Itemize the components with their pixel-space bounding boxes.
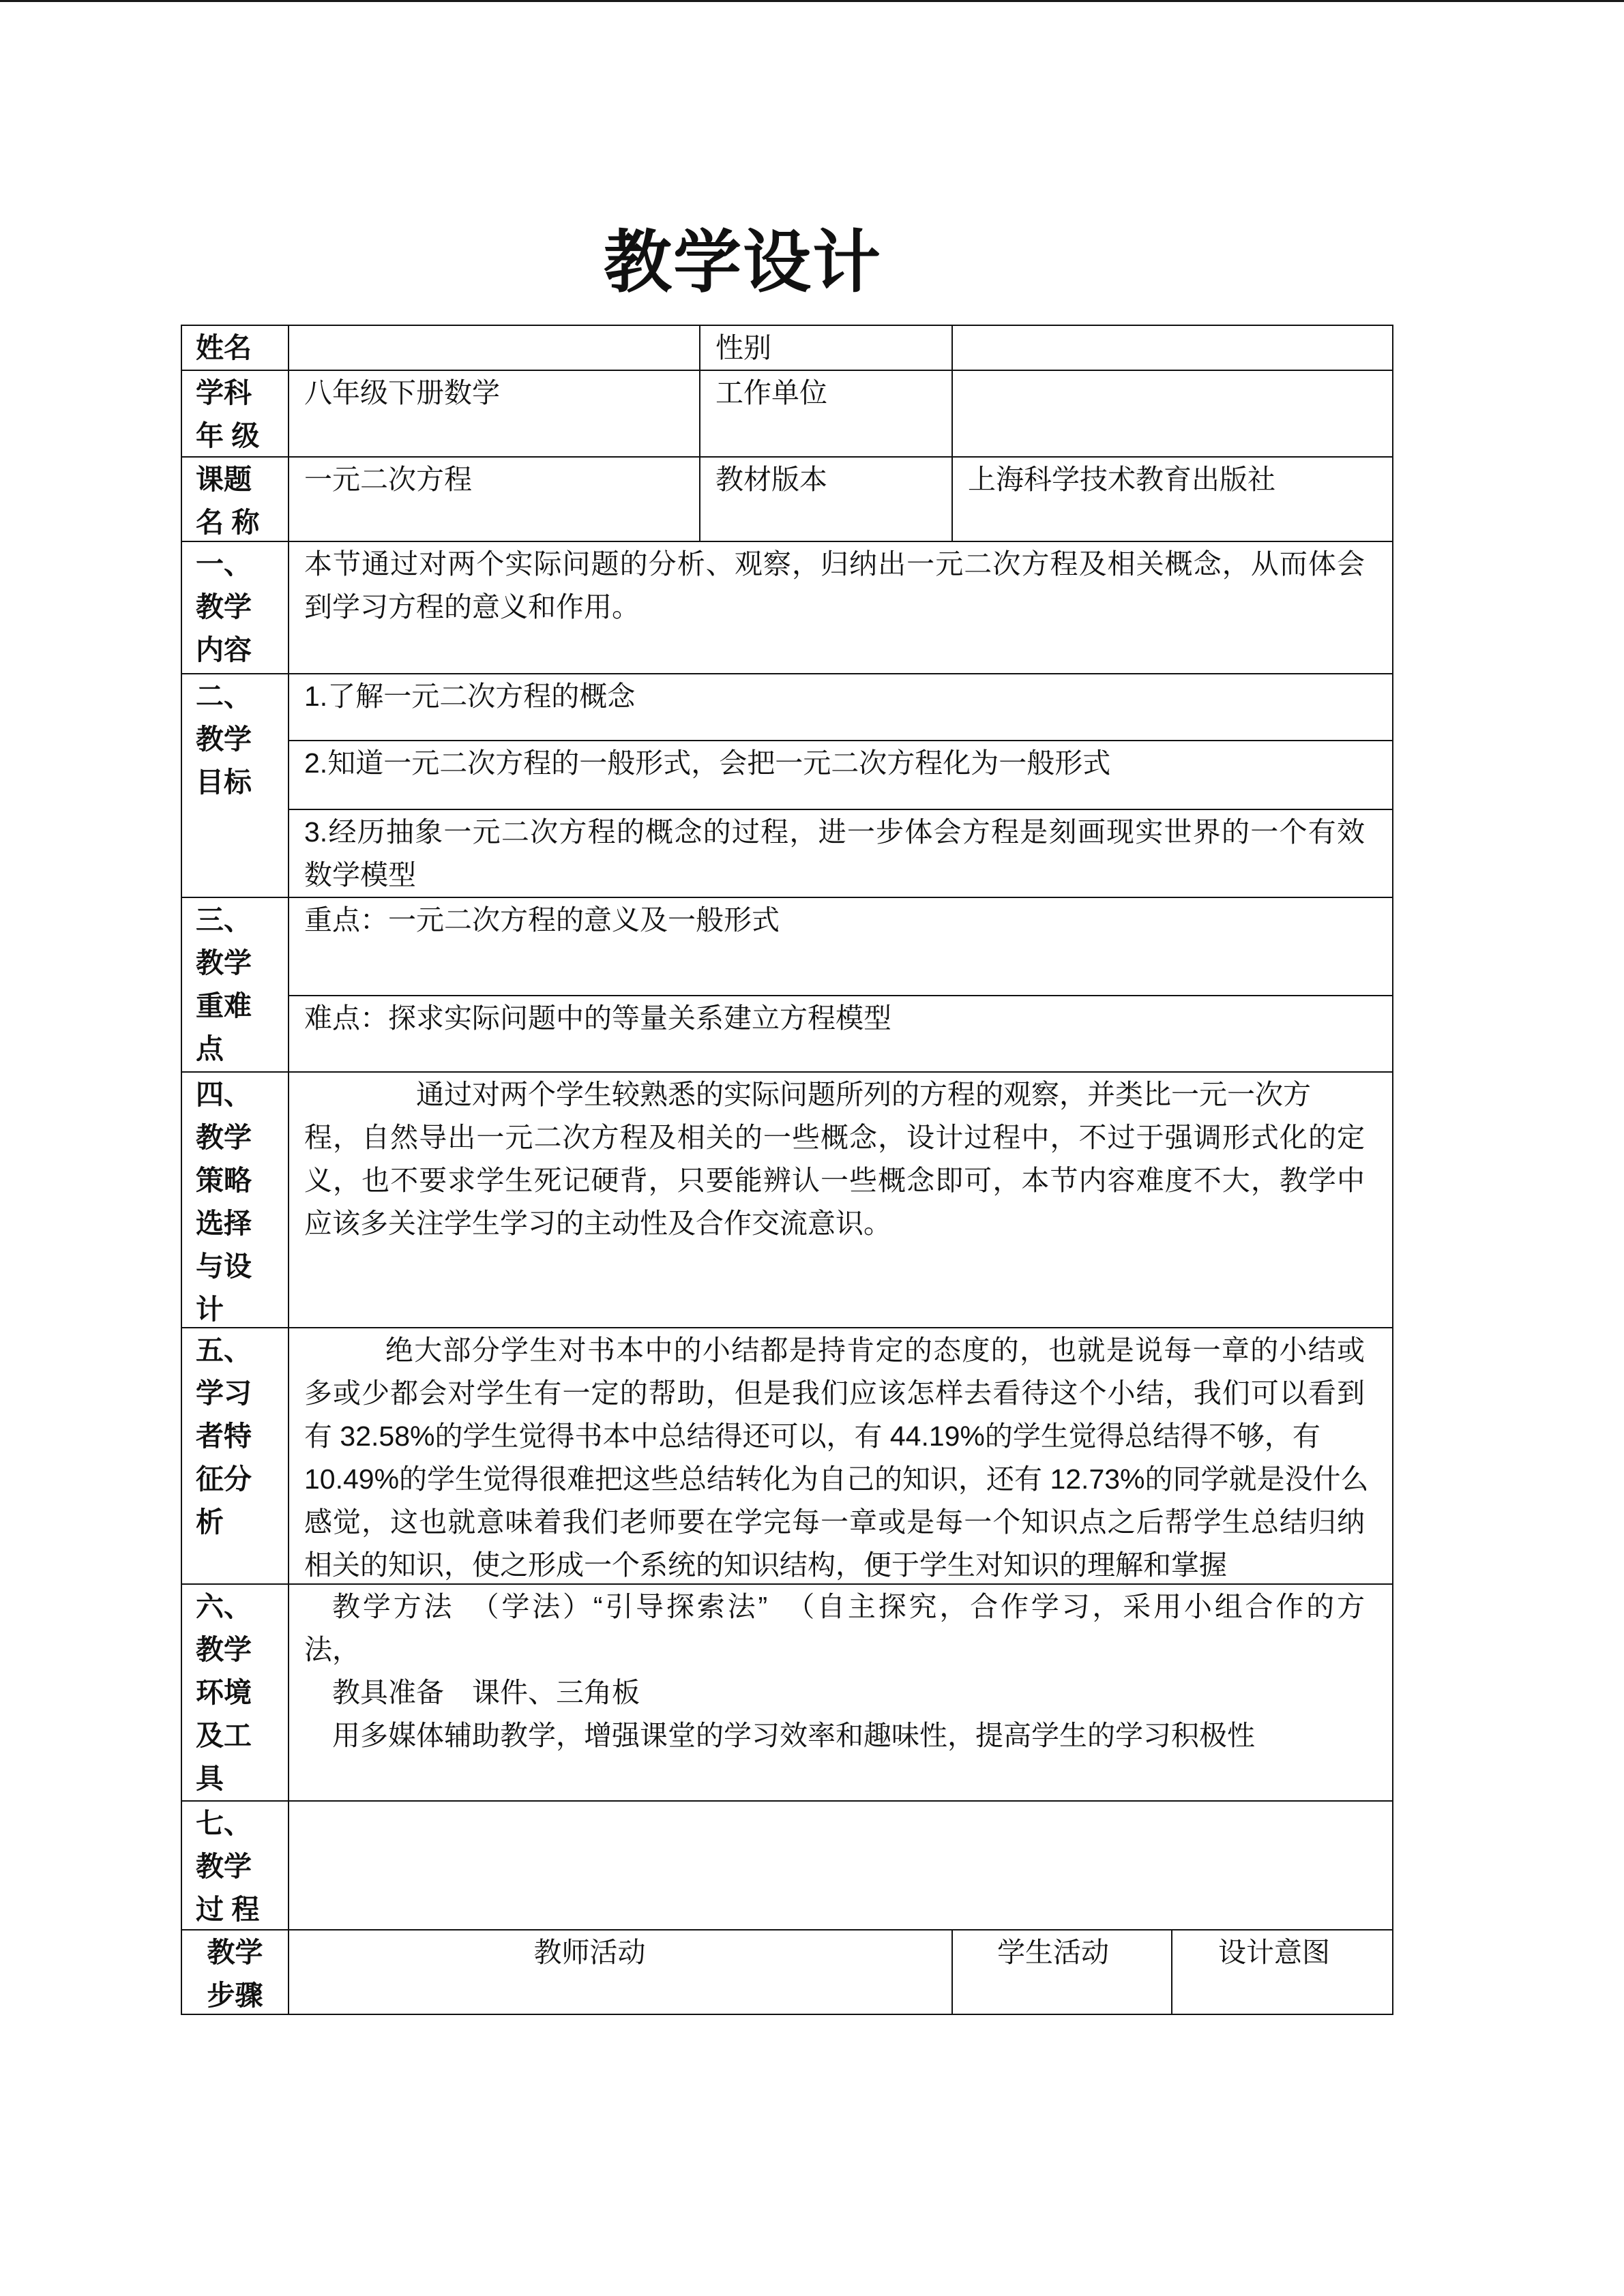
topic-value-cell (288, 456, 700, 542)
work-unit-label-cell (699, 370, 953, 458)
topic-value: 一元二次方程 (304, 464, 472, 495)
key-point-text: 重点：一元二次方程的意义及一般形式 (304, 904, 780, 936)
section-label-line: 内容 (196, 634, 252, 666)
section-label-line: 析 (196, 1506, 224, 1538)
topic-label-line: 课题 (196, 464, 252, 495)
section-label-line: 重难 (196, 990, 252, 1022)
section-label-line: 者特 (196, 1420, 252, 1452)
topic-label-line: 名 称 (196, 507, 260, 538)
section-label-line: 教学 (196, 1851, 252, 1882)
textbook-value-cell (951, 456, 1393, 542)
strategy-text-cell (288, 1071, 1393, 1328)
section-label-line: 教学 (196, 1122, 252, 1153)
content-text-cell (288, 541, 1393, 674)
section-label-line: 过 程 (196, 1894, 260, 1925)
objective-item-text: 3.经历抽象一元二次方程的概念的过程，进一步体会方程是刻画现实世界的一个有效 (304, 816, 1365, 848)
subject-grade-value-cell (288, 370, 700, 458)
textbook-value: 上海科学技术教育出版社 (968, 464, 1275, 495)
learner-analysis-text-line: 10.49%的学生觉得很难把这些总结转化为自己的知识，还有 12.73%的同学就是没什么 (304, 1463, 1369, 1495)
objective-item-cell (288, 809, 1393, 898)
difficult-point-text: 难点：探求实际问题中的等量关系建立方程模型 (304, 1002, 891, 1034)
subject-grade-label-line: 学科 (196, 377, 252, 408)
content-text-line: 本节通过对两个实际问题的分析、观察，归纳出一元二次方程及相关概念，从而体会 (304, 548, 1365, 580)
name-value-cell (288, 325, 700, 371)
section-label-line: 环境 (196, 1677, 252, 1708)
student-activity-header (951, 1929, 1172, 2015)
section-label-line: 选择 (196, 1208, 252, 1239)
section-label-line: 具 (196, 1763, 224, 1794)
strategy-text-line: 程，自然导出一元二次方程及相关的一些概念，设计过程中，不过于强调形式化的定 (304, 1122, 1365, 1153)
section-label-line: 教学 (196, 724, 252, 755)
learner-analysis-text-line: 有 32.58%的学生觉得书本中总结得还可以，有 44.19%的学生觉得总结得不够，有 (304, 1420, 1320, 1452)
subject-grade-value: 八年级下册数学 (304, 377, 500, 408)
section-label-line: 计 (196, 1294, 224, 1325)
teacher-activity-header (288, 1929, 953, 2015)
learner-analysis-text-line: 感觉，这也就意味着我们老师要在学完每一章或是每一个知识点之后帮学生总结归纳 (304, 1506, 1365, 1538)
process-text-cell (288, 1800, 1393, 1930)
subject-grade-label-line: 年 级 (196, 420, 260, 451)
learner-analysis-text-line: 多或少都会对学生有一定的帮助，但是我们应该怎样去看待这个小结，我们可以看到 (304, 1377, 1365, 1409)
section-label-line: 二、 (196, 681, 252, 712)
objective-item-cell (288, 673, 1393, 741)
environment-text-line: 法， (304, 1634, 360, 1665)
difficult-point-cell (288, 995, 1393, 1073)
design-intent-header (1171, 1929, 1393, 2015)
environment-text-line: 用多媒体辅助教学，增强课堂的学习效率和趣味性，提高学生的学习积极性 (332, 1720, 1255, 1751)
learner-analysis-text-cell (288, 1327, 1393, 1585)
strategy-text-line: 应该多关注学生学习的主动性及合作交流意识。 (304, 1208, 891, 1239)
name-label-cell (181, 325, 289, 371)
learner-analysis-text-line: 相关的知识，使之形成一个系统的知识结构，便于学生对知识的理解和掌握 (304, 1549, 1227, 1581)
section-label-line: 点 (196, 1033, 224, 1064)
topic-label-cell (181, 456, 289, 542)
environment-text-line: 教具准备 课件、三角板 (332, 1677, 640, 1708)
work-unit-value-cell (951, 370, 1393, 458)
key-points-label-cell (181, 897, 289, 1073)
process-label-cell (181, 1800, 289, 1930)
section-label-line: 教学 (196, 1634, 252, 1665)
top-rule (0, 0, 1624, 2)
section-label-line: 一、 (196, 548, 252, 580)
strategy-label-cell (181, 1071, 289, 1328)
gender-value-cell (951, 325, 1393, 371)
section-label-line: 策略 (196, 1165, 252, 1196)
subject-grade-label-cell (181, 370, 289, 458)
key-point-cell (288, 897, 1393, 996)
section-label-line: 三、 (196, 904, 252, 936)
strategy-text-line: 义，也不要求学生死记硬背，只要能辨认一些概念即可，本节内容难度不大，教学中 (304, 1165, 1365, 1196)
document-title: 教学设计 (604, 225, 882, 301)
objective-item-text: 1.了解一元二次方程的概念 (304, 681, 636, 712)
environment-text-cell (288, 1583, 1393, 1802)
section-label-line: 七、 (196, 1808, 252, 1839)
objective-item-cell (288, 740, 1393, 810)
teacher-activity-label: 教师活动 (533, 1937, 646, 1968)
learner-analysis-label-cell (181, 1327, 289, 1585)
textbook-label-cell (699, 456, 953, 542)
environment-label-cell (181, 1583, 289, 1802)
section-label-line: 目标 (196, 766, 252, 798)
section-label-line: 征分 (196, 1463, 252, 1495)
gender-label-cell (699, 325, 953, 371)
step-label-cell (181, 1929, 289, 2015)
step-label-line: 教学 (207, 1937, 263, 1968)
learner-analysis-text-line: 绝大部分学生对书本中的小结都是持肯定的态度的，也就是说每一章的小结或 (385, 1335, 1365, 1366)
section-label-line: 教学 (196, 591, 252, 623)
objectives-label-cell (181, 673, 289, 898)
objective-item-text: 2.知道一元二次方程的一般形式，会把一元二次方程化为一般形式 (304, 747, 1111, 779)
work-unit-label: 工作单位 (715, 377, 827, 408)
design-intent-label: 设计意图 (1218, 1937, 1330, 1968)
strategy-text-line: 通过对两个学生较熟悉的实际问题所列的方程的观察，并类比一元一次方 (416, 1079, 1311, 1110)
section-label-line: 学习 (196, 1377, 252, 1409)
section-label-line: 及工 (196, 1720, 252, 1751)
objective-item-text: 数学模型 (304, 859, 416, 891)
section-label-line: 四、 (196, 1079, 252, 1110)
name-label: 姓名 (196, 332, 252, 363)
content-label-cell (181, 541, 289, 674)
section-label-line: 五、 (196, 1335, 252, 1366)
section-label-line: 六、 (196, 1591, 252, 1622)
section-label-line: 与设 (196, 1251, 252, 1282)
section-label-line: 教学 (196, 947, 252, 979)
environment-text-line: 教学方法 （学法）“引导探索法” （自主探究，合作学习，采用小组合作的方 (332, 1591, 1365, 1622)
content-text-line: 到学习方程的意义和作用。 (304, 591, 640, 623)
student-activity-label: 学生活动 (997, 1937, 1109, 1968)
gender-label: 性别 (715, 332, 771, 363)
textbook-label: 教材版本 (715, 464, 827, 495)
step-label-line: 步骤 (207, 1980, 263, 2011)
